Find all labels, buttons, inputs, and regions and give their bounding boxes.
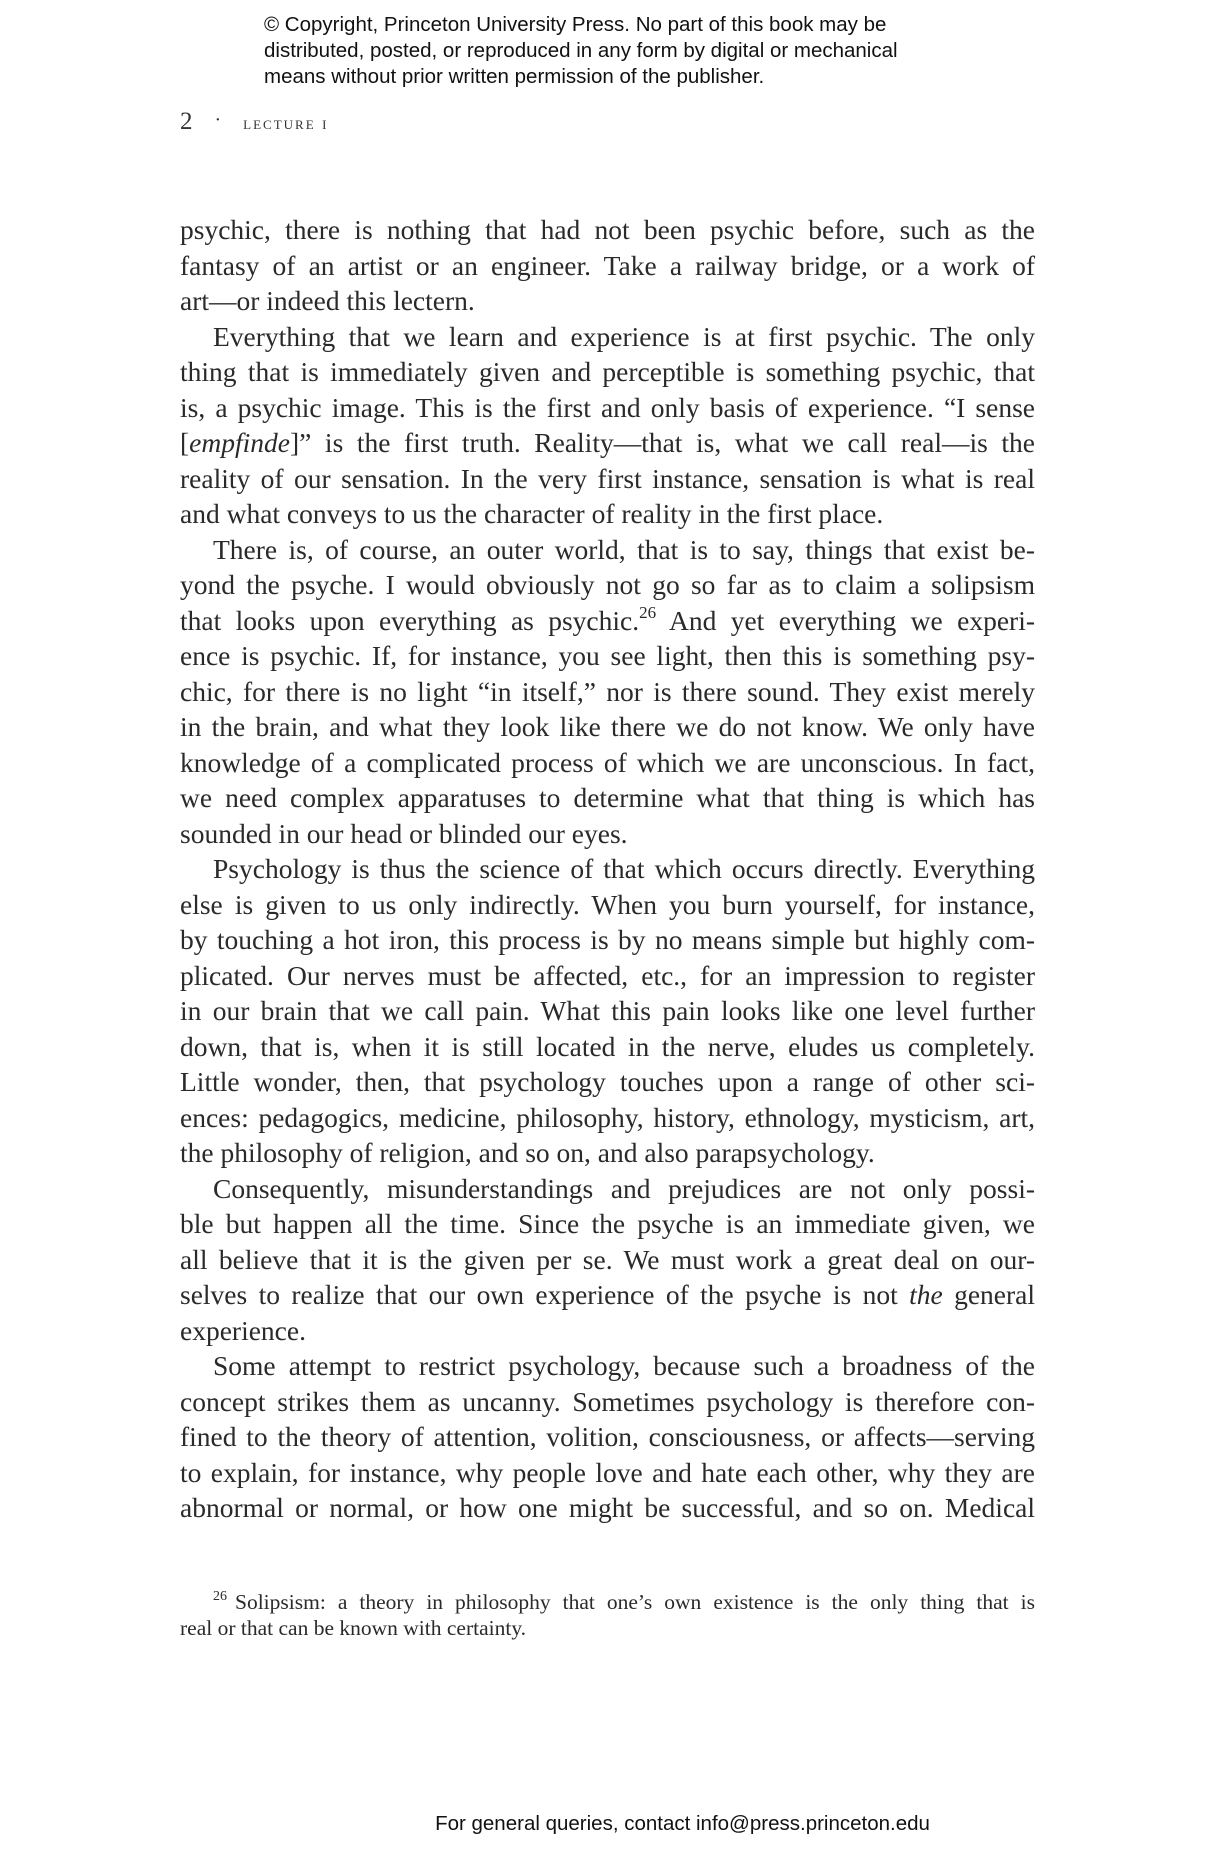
text-line: ence is psychic. If, for instance, you see light, then this is something psy- [180, 640, 1035, 671]
text-line: else is given to us only indirectly. When you burn yourself, for instance, [180, 888, 1035, 920]
text-fragment: selves to realize that our own experience of the psyche is not [180, 1279, 910, 1310]
text-line: in the brain, and what they look like there we do not know. We only have [180, 711, 1035, 742]
text-line: to explain, for instance, why people love and hate each other, why they are [180, 1456, 1035, 1488]
text-line: in our brain that we call pain. What this pain looks like one level further [180, 995, 1035, 1026]
text-line: fined to the theory of attention, volition, consciousness, or affects—serving [180, 1421, 1035, 1452]
text-line [180, 1277, 1035, 1313]
text-line: knowledge of a complicated process of which we are unconscious. In fact, [180, 746, 1035, 778]
text-line: chic, for there is no light “in itself,” nor is there sound. They exist merely [180, 675, 1035, 707]
text-line: abnormal or normal, or how one might be successful, and so on. Medical [180, 1492, 1035, 1523]
text-line: we need complex apparatuses to determine what that thing is which has [180, 782, 1035, 813]
copyright-line: means without prior written permission of the publisher. [264, 65, 765, 88]
running-head-separator: · [214, 109, 222, 131]
text-fragment: And yet everything we experi- [656, 604, 1035, 636]
text-fragment: ]” is the first truth. Reality—that is, what we call real—is the [289, 427, 1035, 458]
text-line: psychic, there is nothing that had not been psychic before, such as the [180, 214, 1035, 245]
paragraph-3 [180, 532, 1035, 852]
text-line: the philosophy of religion, and so on, and also parapsychology. [180, 1137, 875, 1168]
text-line: is, a psychic image. This is the first and only basis of experience. “I sense [180, 391, 1035, 423]
text-line: ences: pedagogics, medicine, philosophy, history, ethnology, mysticism, art, [180, 1101, 1035, 1133]
paragraph-1 [180, 212, 1035, 319]
text-line: Consequently, misunderstandings and prejudices are not only possi- [213, 1172, 1035, 1204]
text-line: all believe that it is the given per se. We must work a great deal on our- [180, 1243, 1035, 1275]
footnote-marker: 26 [213, 1589, 227, 1604]
italic-term: the [909, 1279, 943, 1310]
text-line: fantasy of an artist or an engineer. Take a railway bridge, or a work of [180, 249, 1035, 281]
body-text [180, 212, 1035, 1526]
text-line: reality of our sensation. In the very first instance, sensation is what is real [180, 462, 1035, 494]
text-line: Everything that we learn and experience is at first psychic. The only [213, 320, 1035, 352]
text-line: Little wonder, then, that psychology touches upon a range of other sci- [180, 1066, 1035, 1097]
copyright-line: © Copyright, Princeton University Press. No part of this book may be [264, 13, 887, 36]
text-line [180, 603, 1035, 639]
footnote-text: Solipsism: a theory in philosophy that one’s own existence is the only thing that is [235, 1590, 1035, 1614]
text-line: sounded in our head or blinded our eyes. [180, 817, 628, 849]
text-line: concept strikes them as uncanny. Sometimes psychology is therefore con- [180, 1385, 1035, 1417]
text-fragment: that looks upon everything as psychic. [180, 604, 640, 636]
text-line: ble but happen all the time. Since the psyche is an immediate given, we [180, 1208, 1035, 1239]
text-line: yond the psyche. I would obviously not go so far as to claim a solipsism [180, 569, 1035, 600]
footnote-reference[interactable]: 26 [639, 602, 657, 622]
text-line: There is, of course, an outer world, that is to say, things that exist be- [213, 533, 1035, 565]
paragraph-4 [180, 851, 1035, 1171]
italic-term: empfinde [189, 427, 290, 458]
footnote-line [180, 1584, 1035, 1615]
text-line: and what conveys to us the character of reality in the first place. [180, 498, 884, 529]
paragraph-6 [180, 1348, 1035, 1526]
paragraph-2 [180, 319, 1035, 532]
copyright-line: distributed, posted, or reproduced in any form by digital or mechanical [264, 39, 898, 62]
text-fragment: [ [180, 427, 190, 458]
page-number: 2 [180, 108, 193, 135]
text-line: Psychology is thus the science of that which occurs directly. Everything [213, 853, 1035, 884]
text-line: down, that is, when it is still located in the nerve, eludes us completely. [180, 1030, 1035, 1062]
text-line [180, 425, 1035, 461]
text-fragment: general [942, 1279, 1035, 1310]
footnote-line: real or that can be known with certainty. [180, 1616, 527, 1640]
text-line: experience. [180, 1314, 306, 1346]
text-line: thing that is immediately given and perceptible is something psychic, that [180, 356, 1035, 387]
text-line: Some attempt to restrict psychology, because such a broadness of the [213, 1350, 1035, 1381]
text-line: by touching a hot iron, this process is by no means simple but highly com- [180, 924, 1035, 955]
text-line: plicated. Our nerves must be affected, etc., for an impression to register [180, 959, 1035, 991]
running-head-title: lecture i [243, 113, 329, 133]
copyright-notice [264, 12, 1024, 90]
footnote [180, 1584, 1035, 1641]
paragraph-5 [180, 1171, 1035, 1349]
running-head [180, 108, 329, 136]
footer-contact: For general queries, contact info@press.princeton.edu [435, 1812, 930, 1835]
text-line: art—or indeed this lectern. [180, 285, 475, 316]
